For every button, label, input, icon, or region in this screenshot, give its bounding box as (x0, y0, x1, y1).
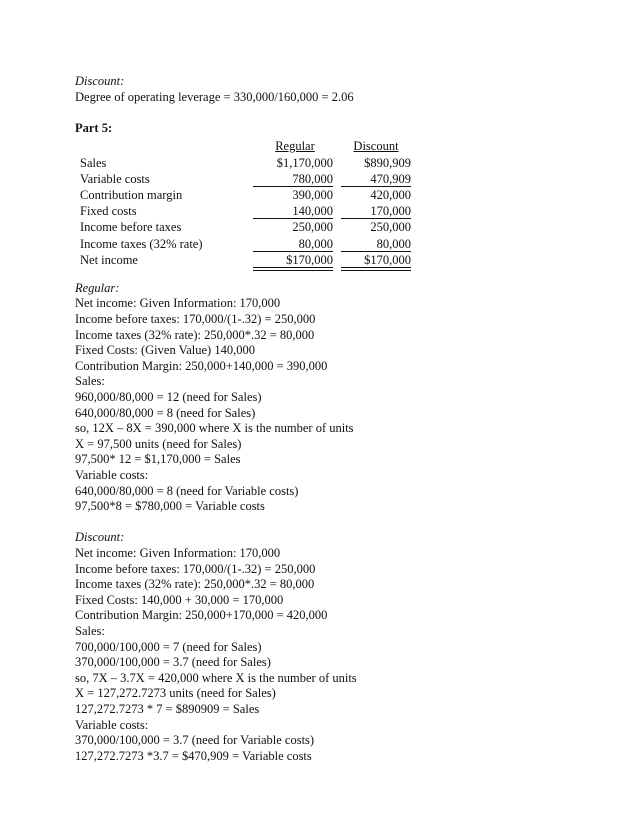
double-rule-bottom (341, 270, 411, 271)
discount-heading: Discount: (75, 530, 125, 545)
discount-line: so, 7X – 3.7X = 420,000 where X is the number of units (75, 670, 357, 685)
regular-line: Variable costs: (75, 468, 149, 482)
regular-line: so, 12X – 8X = 390,000 where X is the number of units (75, 421, 354, 436)
table-row-income-before-taxes (75, 219, 415, 235)
discount-value: $170,000 (364, 252, 411, 267)
discount-value: 170,000 (370, 204, 411, 219)
row-label: Income taxes (32% rate) (80, 236, 203, 251)
column-header-regular: Regular (275, 139, 315, 154)
row-label: Variable costs (80, 171, 150, 186)
regular-value: 250,000 (292, 220, 333, 235)
discount-value: 470,909 (370, 171, 411, 186)
table-row-fixed-costs (75, 203, 415, 219)
regular-line: X = 97,500 units (need for Sales) (75, 436, 242, 451)
discount-line: 370,000/100,000 = 3.7 (need for Sales) (75, 655, 271, 670)
regular-value: 390,000 (292, 187, 333, 202)
row-label: Contribution margin (80, 187, 183, 202)
regular-value: $1,170,000 (276, 155, 333, 170)
discount-line: 127,272.7273 *3.7 = $470,909 = Variable costs (75, 748, 312, 763)
regular-value: 80,000 (298, 236, 333, 251)
regular-line: Income taxes (32% rate): 250,000*.32 = 80,000 (75, 327, 315, 342)
regular-heading: Regular: (75, 280, 120, 295)
discount-line: Variable costs: (75, 717, 149, 732)
regular-line: Net income: Given Information: 170,000 (75, 296, 281, 311)
column-header-discount: Discount (353, 139, 399, 154)
regular-value: $170,000 (286, 252, 333, 267)
income-statement-table (75, 138, 415, 268)
discount-value: $890,909 (364, 155, 411, 170)
discount-line: X = 127,272.7273 units (need for Sales) (75, 686, 276, 701)
regular-value: 780,000 (292, 171, 333, 186)
double-rule-top (341, 267, 411, 268)
discount-value: 80,000 (376, 236, 411, 251)
row-label: Net income (80, 252, 138, 267)
discount-line: 370,000/100,000 = 3.7 (need for Variable costs) (75, 733, 315, 748)
discount-value: 420,000 (370, 187, 411, 202)
part5-heading: Part 5: (75, 120, 113, 135)
table-header-row (75, 138, 415, 154)
table-row-sales (75, 155, 415, 171)
regular-line: 640,000/80,000 = 8 (need for Variable costs) (75, 483, 299, 498)
regular-line: 97,500* 12 = $1,170,000 = Sales (75, 452, 241, 467)
discount-line: 127,272.7273 * 7 = $890909 = Sales (75, 701, 260, 716)
discount-line: Fixed Costs: 140,000 + 30,000 = 170,000 (75, 592, 284, 607)
discount-line: Net income: Given Information: 170,000 (75, 545, 281, 560)
discount-line: Sales: (75, 623, 105, 638)
double-rule-bottom (253, 270, 333, 271)
discount-line: 700,000/100,000 = 7 (need for Sales) (75, 639, 262, 654)
row-label: Fixed costs (80, 204, 137, 219)
regular-line: 640,000/80,000 = 8 (need for Sales) (75, 405, 256, 420)
regular-line: Contribution Margin: 250,000+140,000 = 390,000 (75, 358, 328, 373)
regular-line: Sales: (75, 374, 105, 389)
document-page (75, 74, 595, 764)
regular-line: 97,500*8 = $780,000 = Variable costs (75, 499, 265, 514)
discount-line: Contribution Margin: 250,000+170,000 = 420,000 (75, 608, 328, 623)
row-label: Sales (80, 155, 107, 170)
row-label: Income before taxes (80, 220, 182, 235)
discount-line: Income taxes (32% rate): 250,000*.32 = 80,000 (75, 577, 315, 592)
regular-line: Fixed Costs: (Given Value) 140,000 (75, 343, 255, 358)
table-row-income-taxes (75, 236, 415, 252)
regular-line: Income before taxes: 170,000/(1-.32) = 250,000 (75, 312, 316, 327)
table-row-contribution-margin (75, 187, 415, 203)
discount-intro-heading: Discount: (75, 74, 125, 88)
discount-line: Income before taxes: 170,000/(1-.32) = 250,000 (75, 561, 316, 576)
table-row-net-income (75, 252, 415, 268)
double-rule-top (253, 267, 333, 268)
regular-line: 960,000/80,000 = 12 (need for Sales) (75, 390, 262, 405)
discount-value: 250,000 (370, 220, 411, 235)
regular-value: 140,000 (292, 204, 333, 219)
dol-line: Degree of operating leverage = 330,000/160,000 = 2.06 (75, 89, 354, 104)
table-row-variable-costs (75, 171, 415, 187)
